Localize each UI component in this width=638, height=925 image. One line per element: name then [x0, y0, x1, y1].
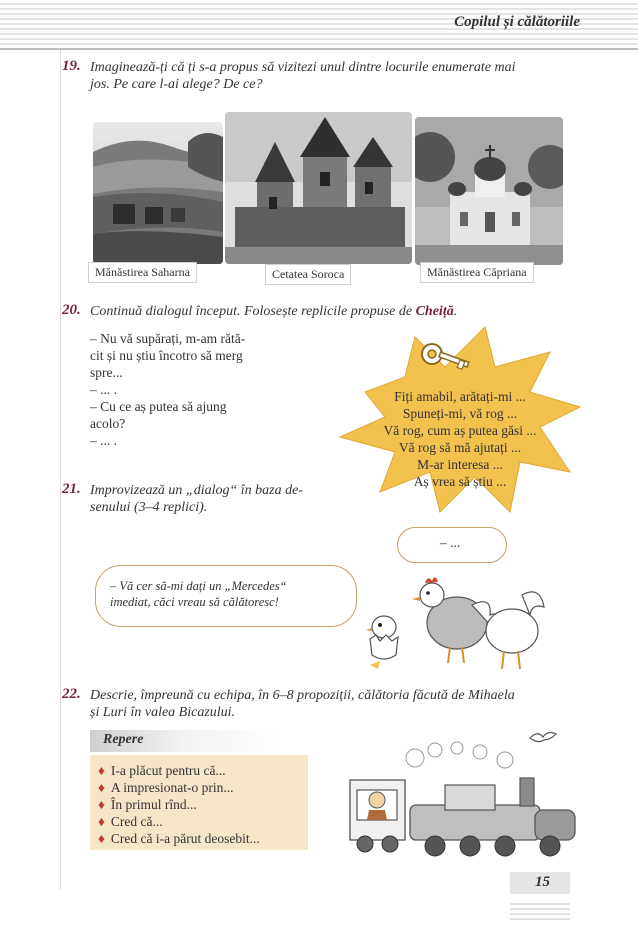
dialog-line: – ... . — [90, 382, 117, 397]
repere-item: ♦ A impresionat-o prin... — [98, 780, 234, 795]
phrase-item: M-ar interesa ... — [417, 457, 503, 472]
dialog-line: – Nu vă supărați, m-am rătă- — [90, 331, 246, 346]
task-22-line2: și Luri în valea Bicazului. — [90, 705, 236, 720]
footer-stripes — [510, 900, 570, 920]
phrases-list — [345, 388, 575, 490]
dialog-line: cit și nu știu încotro să merg — [90, 348, 243, 363]
task-22-number: 22. — [62, 686, 81, 702]
phrase-item: Spuneți-mi, vă rog ... — [402, 406, 518, 421]
repere-item: ♦ În primul rînd... — [98, 797, 197, 812]
repere-item: ♦ I-a plăcut pentru că... — [98, 763, 226, 778]
task-22-text — [90, 687, 590, 721]
caption-soroca: Cetatea Soroca — [265, 264, 351, 285]
task-21-text — [90, 482, 360, 516]
repere-list — [98, 762, 308, 847]
chickens-illustration — [362, 565, 552, 680]
task-20-instruction: Continuă dialogul început. Folosește replicile propuse de — [90, 304, 413, 319]
header-divider — [0, 48, 638, 50]
task-21-number: 21. — [62, 481, 81, 497]
repere-item: ♦ Cred că... — [98, 814, 163, 829]
task-20-number: 20. — [62, 302, 81, 318]
diamond-bullet-icon: ♦ — [98, 814, 105, 829]
diamond-bullet-icon: ♦ — [98, 763, 105, 778]
task-19-line1: Imaginează-ți că ți s-a propus să vizitezi unul dintre locurile enumerate mai — [90, 60, 516, 75]
task-19-line2: jos. Pe care l-ai alege? De ce? — [90, 77, 263, 92]
task-20-end: . — [453, 304, 458, 319]
chapter-title: Copilul și călătoriile — [454, 14, 580, 30]
dialog-line: acolo? — [90, 416, 126, 431]
dialog-line: spre... — [90, 365, 123, 380]
phrase-item: Fiți amabil, arătați-mi ... — [394, 389, 526, 404]
photo-soroca — [225, 112, 412, 264]
photo-capriana — [415, 117, 563, 265]
train-illustration — [345, 740, 590, 865]
dialog-line: – Cu ce aș putea să ajung — [90, 399, 227, 414]
photo-saharna — [93, 122, 223, 264]
phrase-item: Vă rog, cum aș putea găsi ... — [383, 423, 537, 438]
page-number: 15 — [535, 874, 550, 890]
task-19-number: 19. — [62, 58, 81, 74]
key-icon — [418, 340, 478, 385]
task-21-line2: senului (3–4 replici). — [90, 500, 208, 515]
chick-speech — [110, 578, 350, 610]
margin-rule — [60, 50, 61, 890]
task-20-text — [90, 303, 580, 320]
repere-title: Repere — [103, 732, 144, 747]
hen-reply: – ... — [440, 535, 461, 550]
task-20-highlight: Cheiță — [415, 304, 454, 319]
task-19-text — [90, 59, 590, 93]
repere-item: ♦ Cred că i-a părut deosebit... — [98, 831, 260, 846]
dialog-line: – ... . — [90, 433, 117, 448]
task-22-line1: Descrie, împreună cu echipa, în 6–8 propoziții, călătoria făcută de Mihaela — [90, 688, 515, 703]
caption-saharna: Mănăstirea Saharna — [88, 262, 197, 283]
phrase-item: Aș vrea să știu ... — [413, 474, 507, 489]
caption-capriana: Mănăstirea Căpriana — [420, 262, 534, 283]
diamond-bullet-icon: ♦ — [98, 831, 105, 846]
diamond-bullet-icon: ♦ — [98, 797, 105, 812]
chick-line1: – Vă cer să-mi dați un „Mercedes“ — [110, 579, 287, 593]
chick-line2: imediat, căci vreau să călătoresc! — [110, 595, 279, 609]
task-21-line1: Improvizează un „dialog“ în baza de- — [90, 483, 303, 498]
dialog-start — [90, 330, 300, 449]
diamond-bullet-icon: ♦ — [98, 780, 105, 795]
phrase-item: Vă rog să mă ajutați ... — [398, 440, 522, 455]
